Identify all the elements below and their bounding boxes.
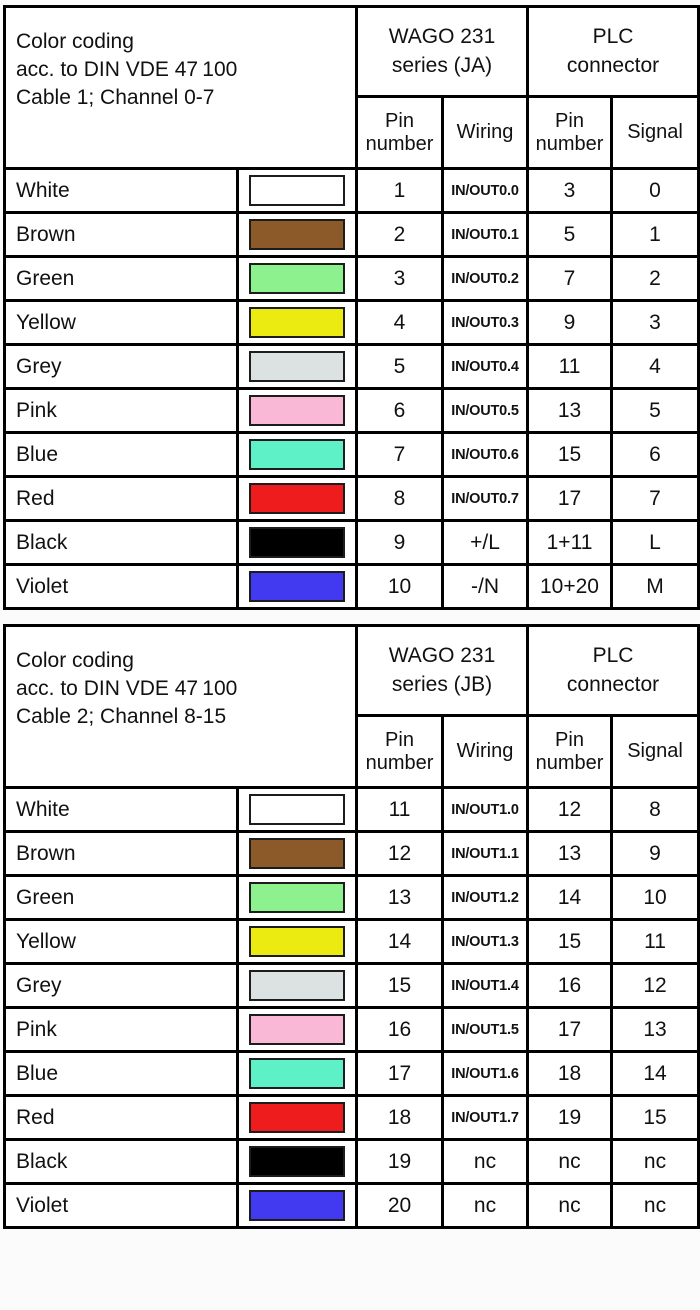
wago-pin-number-cell: 19	[357, 1140, 443, 1184]
color-name-cell: Yellow	[5, 301, 238, 345]
plc-header-line-2: connector	[566, 53, 660, 77]
wago-header-line-1: WAGO 231	[388, 644, 496, 668]
col-header-plc-pin-number: Pin number	[528, 97, 612, 169]
wago-pin-number-cell: 15	[357, 964, 443, 1008]
signal-cell: M	[612, 565, 699, 609]
table-row	[5, 433, 699, 477]
color-swatch	[249, 175, 345, 206]
wago-pin-number-cell: 3	[357, 257, 443, 301]
color-swatch	[249, 395, 345, 426]
color-swatch	[249, 926, 345, 957]
table-row	[5, 964, 699, 1008]
wago-header-line-2: series (JB)	[391, 672, 493, 696]
wiring-cell: nc	[443, 1184, 528, 1228]
plc-header-line-2: connector	[566, 672, 660, 696]
plc-pin-number-cell: 9	[528, 301, 612, 345]
table-row	[5, 876, 699, 920]
wiring-cell: IN/OUT0.7	[443, 477, 528, 521]
table-row	[5, 1052, 699, 1096]
wiring-cell: IN/OUT0.6	[443, 433, 528, 477]
wiring-cell: IN/OUT1.0	[443, 788, 528, 832]
header-row-groups	[5, 626, 699, 716]
wago-pin-number-cell: 12	[357, 832, 443, 876]
color-name-cell: Green	[5, 257, 238, 301]
color-swatch-cell	[238, 788, 357, 832]
color-swatch	[249, 263, 345, 294]
wago-pin-number-cell: 5	[357, 345, 443, 389]
signal-cell: 11	[612, 920, 699, 964]
signal-cell: nc	[612, 1184, 699, 1228]
color-name-cell: White	[5, 788, 238, 832]
table-row	[5, 1184, 699, 1228]
color-name-cell: Grey	[5, 964, 238, 1008]
cable2-rows	[5, 788, 699, 1228]
wiring-cell: IN/OUT0.3	[443, 301, 528, 345]
table-row	[5, 301, 699, 345]
title-line-1: Color coding	[16, 30, 134, 53]
wago-pin-number-cell: 8	[357, 477, 443, 521]
table-row	[5, 169, 699, 213]
color-swatch	[249, 219, 345, 250]
color-name-cell: White	[5, 169, 238, 213]
table-row	[5, 345, 699, 389]
color-name-cell: Brown	[5, 832, 238, 876]
col-header-signal: Signal	[612, 97, 699, 169]
table-row	[5, 788, 699, 832]
wago-pin-number-cell: 4	[357, 301, 443, 345]
color-name-cell: Blue	[5, 433, 238, 477]
col-header-wiring: Wiring	[443, 97, 528, 169]
plc-pin-number-cell: 19	[528, 1096, 612, 1140]
title-line-1: Color coding	[16, 649, 134, 672]
signal-cell: L	[612, 521, 699, 565]
color-swatch	[249, 1190, 345, 1221]
cable1-rows	[5, 169, 699, 609]
table-row	[5, 521, 699, 565]
plc-pin-number-cell: 15	[528, 433, 612, 477]
signal-cell: 0	[612, 169, 699, 213]
color-swatch-cell	[238, 213, 357, 257]
color-swatch	[249, 351, 345, 382]
wago-pin-number-cell: 16	[357, 1008, 443, 1052]
wago-pin-number-cell: 2	[357, 213, 443, 257]
color-swatch	[249, 970, 345, 1001]
table-row	[5, 1008, 699, 1052]
color-name-cell: Blue	[5, 1052, 238, 1096]
signal-cell: 6	[612, 433, 699, 477]
wiring-cell: IN/OUT1.3	[443, 920, 528, 964]
signal-cell: 10	[612, 876, 699, 920]
table-row	[5, 920, 699, 964]
color-swatch	[249, 483, 345, 514]
wago-pin-number-cell: 11	[357, 788, 443, 832]
plc-pin-number-cell: 16	[528, 964, 612, 1008]
color-swatch	[249, 1014, 345, 1045]
color-swatch-cell	[238, 345, 357, 389]
plc-pin-number-cell: 17	[528, 1008, 612, 1052]
color-swatch-cell	[238, 433, 357, 477]
color-name-cell: Violet	[5, 565, 238, 609]
wago-header-line-1: WAGO 231	[388, 25, 496, 49]
wiring-cell: IN/OUT1.4	[443, 964, 528, 1008]
table-title	[5, 7, 357, 169]
cable1-color-coding-table	[3, 5, 700, 610]
wago-pin-number-cell: 20	[357, 1184, 443, 1228]
color-name-cell: Brown	[5, 213, 238, 257]
signal-cell: 15	[612, 1096, 699, 1140]
wiring-cell: IN/OUT0.1	[443, 213, 528, 257]
color-swatch-cell	[238, 1052, 357, 1096]
wago-connector-header	[357, 7, 528, 97]
signal-cell: 7	[612, 477, 699, 521]
color-name-cell: Grey	[5, 345, 238, 389]
plc-pin-number-cell: 13	[528, 389, 612, 433]
color-swatch	[249, 882, 345, 913]
table-row	[5, 213, 699, 257]
color-swatch-cell	[238, 1184, 357, 1228]
plc-pin-number-cell: 13	[528, 832, 612, 876]
signal-cell: 12	[612, 964, 699, 1008]
wiring-cell: IN/OUT0.5	[443, 389, 528, 433]
plc-header-line-1: PLC	[592, 25, 634, 49]
plc-pin-number-cell: 14	[528, 876, 612, 920]
wiring-cell: IN/OUT0.0	[443, 169, 528, 213]
signal-cell: 5	[612, 389, 699, 433]
wiring-cell: IN/OUT1.2	[443, 876, 528, 920]
wago-pin-number-cell: 10	[357, 565, 443, 609]
table-row	[5, 477, 699, 521]
color-name-cell: Pink	[5, 389, 238, 433]
header-row-groups	[5, 7, 699, 97]
color-name-cell: Violet	[5, 1184, 238, 1228]
color-swatch	[249, 794, 345, 825]
plc-pin-number-cell: nc	[528, 1184, 612, 1228]
color-swatch-cell	[238, 257, 357, 301]
signal-cell: 13	[612, 1008, 699, 1052]
wago-pin-number-cell: 6	[357, 389, 443, 433]
wago-pin-number-cell: 7	[357, 433, 443, 477]
wago-pin-number-cell: 14	[357, 920, 443, 964]
plc-pin-number-cell: 17	[528, 477, 612, 521]
color-swatch-cell	[238, 1096, 357, 1140]
wiring-cell: IN/OUT1.5	[443, 1008, 528, 1052]
color-name-cell: Black	[5, 521, 238, 565]
table-row	[5, 1140, 699, 1184]
wago-pin-number-cell: 9	[357, 521, 443, 565]
color-swatch	[249, 1102, 345, 1133]
color-swatch-cell	[238, 964, 357, 1008]
wiring-cell: IN/OUT1.7	[443, 1096, 528, 1140]
color-swatch-cell	[238, 477, 357, 521]
col-header-plc-pin-number: Pin number	[528, 716, 612, 788]
wago-connector-header	[357, 626, 528, 716]
table-title	[5, 626, 357, 788]
plc-pin-number-cell: 5	[528, 213, 612, 257]
signal-cell: 8	[612, 788, 699, 832]
table-row	[5, 565, 699, 609]
color-swatch	[249, 1146, 345, 1177]
plc-pin-number-cell: 15	[528, 920, 612, 964]
color-name-cell: Red	[5, 1096, 238, 1140]
color-swatch-cell	[238, 521, 357, 565]
col-header-signal: Signal	[612, 716, 699, 788]
color-name-cell: Black	[5, 1140, 238, 1184]
color-swatch-cell	[238, 301, 357, 345]
wiring-cell: IN/OUT1.6	[443, 1052, 528, 1096]
plc-pin-number-cell: 12	[528, 788, 612, 832]
table-row	[5, 389, 699, 433]
color-name-cell: Yellow	[5, 920, 238, 964]
wago-header-line-2: series (JA)	[391, 53, 493, 77]
table-row	[5, 257, 699, 301]
color-swatch	[249, 1058, 345, 1089]
color-name-cell: Pink	[5, 1008, 238, 1052]
plc-pin-number-cell: 1+11	[528, 521, 612, 565]
wiring-cell: +/L	[443, 521, 528, 565]
color-name-cell: Red	[5, 477, 238, 521]
color-swatch-cell	[238, 876, 357, 920]
color-swatch	[249, 307, 345, 338]
wago-pin-number-cell: 18	[357, 1096, 443, 1140]
plc-pin-number-cell: 3	[528, 169, 612, 213]
table-row	[5, 832, 699, 876]
color-swatch	[249, 439, 345, 470]
title-line-3: Cable 1; Channel 0-7	[16, 85, 215, 109]
plc-pin-number-cell: 7	[528, 257, 612, 301]
title-line-3: Cable 2; Channel 8-15	[16, 704, 227, 728]
wiring-cell: -/N	[443, 565, 528, 609]
signal-cell: 4	[612, 345, 699, 389]
title-line-2: acc. to DIN VDE 47 100	[16, 57, 238, 81]
signal-cell: 1	[612, 213, 699, 257]
wago-pin-number-cell: 17	[357, 1052, 443, 1096]
color-swatch-cell	[238, 389, 357, 433]
color-swatch-cell	[238, 920, 357, 964]
col-header-wago-pin-number: Pin number	[357, 716, 443, 788]
col-header-wago-pin-number: Pin number	[357, 97, 443, 169]
plc-connector-header	[528, 7, 699, 97]
plc-connector-header	[528, 626, 699, 716]
wiring-cell: nc	[443, 1140, 528, 1184]
col-header-wiring: Wiring	[443, 716, 528, 788]
signal-cell: 14	[612, 1052, 699, 1096]
color-swatch	[249, 838, 345, 869]
signal-cell: 2	[612, 257, 699, 301]
plc-pin-number-cell: 10+20	[528, 565, 612, 609]
color-swatch-cell	[238, 1140, 357, 1184]
wiring-cell: IN/OUT0.2	[443, 257, 528, 301]
plc-pin-number-cell: nc	[528, 1140, 612, 1184]
table-row	[5, 1096, 699, 1140]
signal-cell: 9	[612, 832, 699, 876]
color-swatch	[249, 571, 345, 602]
wiring-cell: IN/OUT0.4	[443, 345, 528, 389]
wiring-cell: IN/OUT1.1	[443, 832, 528, 876]
signal-cell: 3	[612, 301, 699, 345]
color-swatch	[249, 527, 345, 558]
color-name-cell: Green	[5, 876, 238, 920]
cable2-color-coding-table	[3, 624, 700, 1229]
color-swatch-cell	[238, 169, 357, 213]
color-swatch-cell	[238, 1008, 357, 1052]
wago-pin-number-cell: 13	[357, 876, 443, 920]
title-line-2: acc. to DIN VDE 47 100	[16, 676, 238, 700]
plc-pin-number-cell: 11	[528, 345, 612, 389]
signal-cell: nc	[612, 1140, 699, 1184]
plc-header-line-1: PLC	[592, 644, 634, 668]
color-swatch-cell	[238, 832, 357, 876]
plc-pin-number-cell: 18	[528, 1052, 612, 1096]
wago-pin-number-cell: 1	[357, 169, 443, 213]
color-swatch-cell	[238, 565, 357, 609]
